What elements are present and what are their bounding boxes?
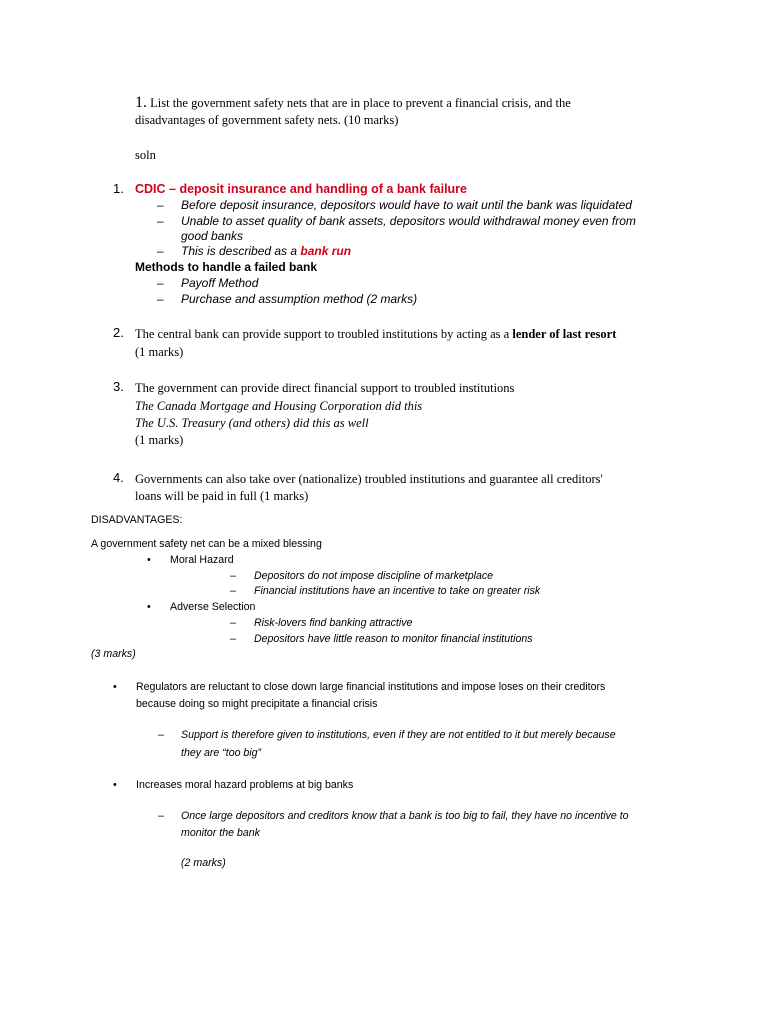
item-2-number: 2.	[113, 325, 124, 340]
item-3-example-2: The U.S. Treasury (and others) did this as well	[135, 416, 369, 430]
lender-of-last-resort: lender of last resort	[512, 327, 617, 341]
dash-icon: –	[157, 214, 164, 228]
item-4-line-2: loans will be paid in full (1 marks)	[135, 489, 309, 503]
bullet-icon: •	[113, 779, 117, 791]
item-4-line-1: Governments can also take over (nationalize) troubled institutions and guarantee all creditors'	[135, 472, 603, 486]
dash-icon: –	[230, 633, 236, 645]
dash-icon: –	[230, 570, 236, 582]
bullet-icon: •	[147, 554, 151, 566]
adverse-selection-title: Adverse Selection	[170, 601, 256, 613]
moral-hazard-point-1: Depositors do not impose discipline of marketplace	[254, 570, 494, 582]
item-1-number: 1.	[113, 181, 124, 196]
item-3-marks: (1 marks)	[135, 433, 184, 447]
dash-icon: –	[230, 617, 236, 629]
method-1: Payoff Method	[181, 276, 259, 290]
moral-hazard-title: Moral Hazard	[170, 554, 234, 566]
bank-run-term: bank run	[300, 244, 352, 258]
item-1-bank-run-line	[181, 243, 351, 259]
too-big-sub-2-line-2: monitor the bank	[181, 827, 260, 839]
dash-icon: –	[158, 729, 164, 741]
dash-icon: –	[157, 244, 164, 258]
dash-icon: –	[157, 292, 164, 306]
adverse-selection-point-1: Risk-lovers find banking attractive	[254, 617, 413, 629]
soln-label: soln	[135, 148, 156, 162]
too-big-bullet-2: Increases moral hazard problems at big banks	[136, 779, 354, 791]
question-line-1: List the government safety nets that are in place to prevent a financial crisis, and the	[150, 96, 571, 110]
item-3-example-1: The Canada Mortgage and Housing Corporation did this	[135, 399, 423, 413]
bullet-icon: •	[113, 681, 117, 693]
dash-icon: –	[157, 198, 164, 212]
method-2: Purchase and assumption method (2 marks)	[181, 292, 418, 306]
item-4-number: 4.	[113, 470, 124, 485]
disadvantages-intro: A government safety net can be a mixed blessing	[91, 538, 322, 550]
item-1-bullet-2-cont: good banks	[181, 229, 244, 243]
item-2-marks: (1 marks)	[135, 345, 184, 359]
dash-icon: –	[230, 585, 236, 597]
moral-hazard-point-2: Financial institutions have an incentive to take on greater risk	[254, 585, 541, 597]
adverse-selection-point-2: Depositors have little reason to monitor financial institutions	[254, 633, 533, 645]
disadvantages-heading: DISADVANTAGES:	[91, 514, 183, 526]
question-text	[135, 94, 571, 112]
question-number: 1.	[135, 94, 147, 111]
item-3-text: The government can provide direct financial support to troubled institutions	[135, 381, 515, 395]
item-1-bullet-1: Before deposit insurance, depositors would have to wait until the bank was liquidated	[181, 198, 632, 212]
item-2-body: The central bank can provide support to troubled institutions by acting as a	[135, 327, 513, 341]
item-1-bullet-2: Unable to asset quality of bank assets, depositors would withdrawal money even from	[181, 214, 636, 228]
too-big-sub-1-line-2: they are “too big”	[181, 747, 262, 759]
question-line-2: disadvantages of government safety nets. (10 marks)	[135, 113, 399, 127]
bank-run-prefix: This is described as a	[181, 244, 301, 258]
dash-icon: –	[158, 810, 164, 822]
too-big-marks: (2 marks)	[181, 857, 226, 869]
too-big-sub-1-line-1: Support is therefore given to institutions, even if they are not entitled to it but merely because	[181, 729, 616, 741]
item-2-text	[135, 326, 616, 343]
item-1-heading: CDIC – deposit insurance and handling of a bank failure	[135, 182, 467, 196]
disadvantages-marks: (3 marks)	[91, 648, 136, 660]
bullet-icon: •	[147, 601, 151, 613]
item-3-number: 3.	[113, 379, 124, 394]
too-big-bullet-1-line-1: Regulators are reluctant to close down large financial institutions and impose loses on their creditors	[136, 681, 606, 693]
dash-icon: –	[157, 276, 164, 290]
too-big-sub-2-line-1: Once large depositors and creditors know that a bank is too big to fail, they have no incentive to	[181, 810, 629, 822]
too-big-bullet-1-line-2: because doing so might precipitate a financial crisis	[136, 698, 378, 710]
methods-heading: Methods to handle a failed bank	[135, 260, 318, 274]
